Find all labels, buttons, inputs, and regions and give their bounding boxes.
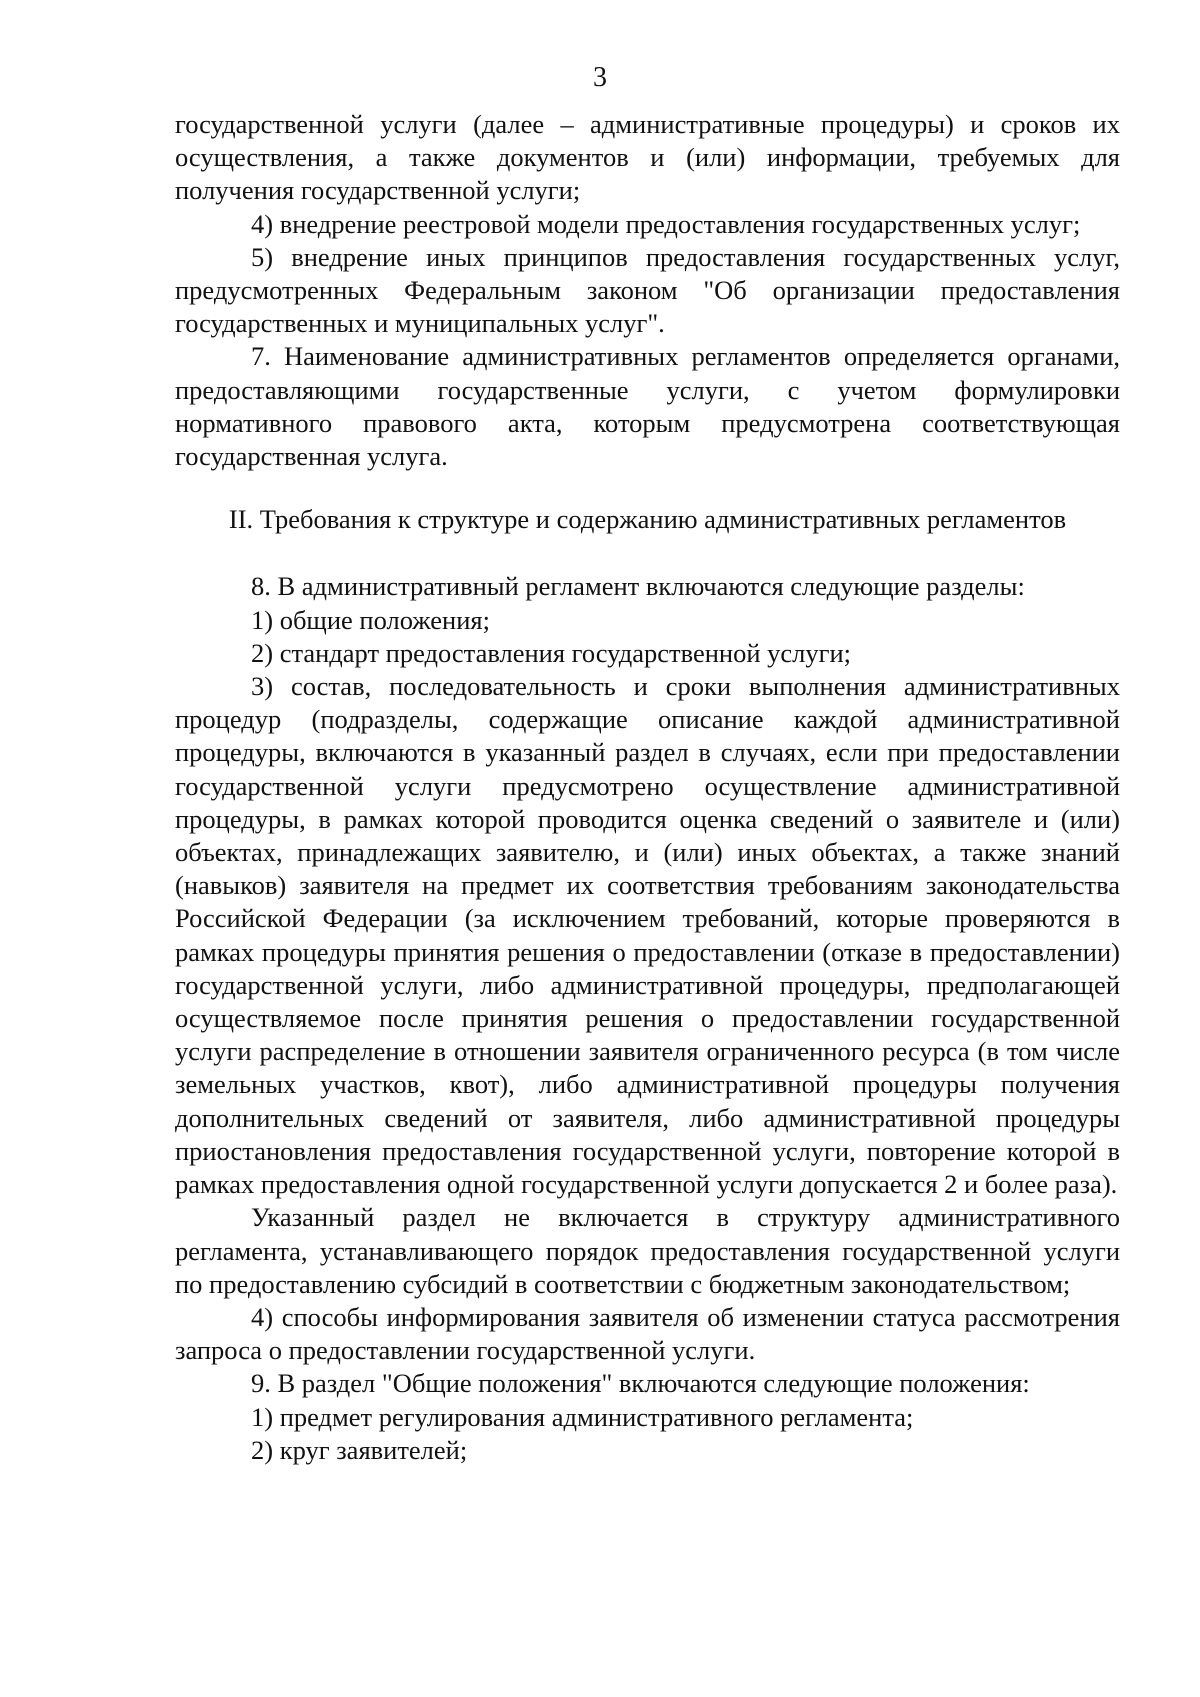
list-item-general-provisions: 1) общие положения; — [251, 604, 490, 635]
paragraph-continuation: государственной услуги (далее – административные процедуры) и сроков их осуществления, а также документов и (или) информации, требуемых для получения государственной услуги; — [175, 109, 1120, 206]
list-item-service-standard: 2) стандарт предоставления государственной услуги; — [251, 637, 852, 668]
section-heading: II. Требования к структуре и содержанию административных регламентов — [228, 504, 1067, 535]
list-item-applicants: 2) круг заявителей; — [251, 1434, 468, 1465]
paragraph-clause-8: 8. В административный регламент включаются следующие разделы: — [251, 571, 1025, 602]
paragraph-item-4: 4) внедрение реестровой модели предоставления государственных услуг; — [251, 208, 1081, 239]
paragraph-section-exclusion: Указанный раздел не включается в структуру административного регламента, устанавливающего порядок предоставления государственной услуги по предоставлению субсидий в соответствии с бюджетным законодательством; — [175, 1202, 1120, 1299]
paragraph-item-5: 5) внедрение иных принципов предоставления государственных услуг, предусмотренных Федеральным законом "Об организации предоставления государственных и муниципальных услуг". — [175, 241, 1120, 339]
list-item-regulation-subject: 1) предмет регулирования административного регламента; — [251, 1401, 914, 1432]
list-item-procedures: 3) состав, последовательность и сроки выполнения административных процедур (подразделы, содержащие описание каждой административной процедуры, включаются в указанный раздел в случаях, если при предоставлении государственной услуги предусмотрено осуществление административной процедуры, в рамках которой проводится оценка сведений о заявителе и (или) объектах, принадлежащих заявителю, и (или) иных объектах, а также знаний (навыков) заявителя на предмет их соответствия требованиям законодательства Российской Федерации (за исключением требований, которые проверяются в рамках процедуры принятия решения о предоставлении (отказе в предоставлении) государственной услуги, либо административной процедуры, предполагающей осуществляемое после принятия решения о предоставлении государственной услуги распределение в отношении заявителя ограниченного ресурса (в том числе земельных участков, квот), либо административной процедуры получения дополнительных сведений от заявителя, либо административной процедуры приостановления предоставления государственной услуги, повторение которой в рамках предоставления одной государственной услуги допускается 2 и более раза). — [175, 671, 1120, 1200]
paragraph-clause-7: 7. Наименование административных регламентов определяется органами, предоставляющими государственные услуги, с учетом формулировки нормативного правового акта, которым предусмотрена соответствующая государственная услуга. — [175, 341, 1120, 472]
list-item-informing-methods: 4) способы информирования заявителя об изменении статуса рассмотрения запроса о предоставлении государственной услуги. — [175, 1301, 1120, 1366]
paragraph-clause-9: 9. В раздел "Общие положения" включаются следующие положения: — [251, 1368, 1030, 1399]
page-number: 3 — [593, 62, 607, 93]
document-body — [175, 108, 1120, 1467]
